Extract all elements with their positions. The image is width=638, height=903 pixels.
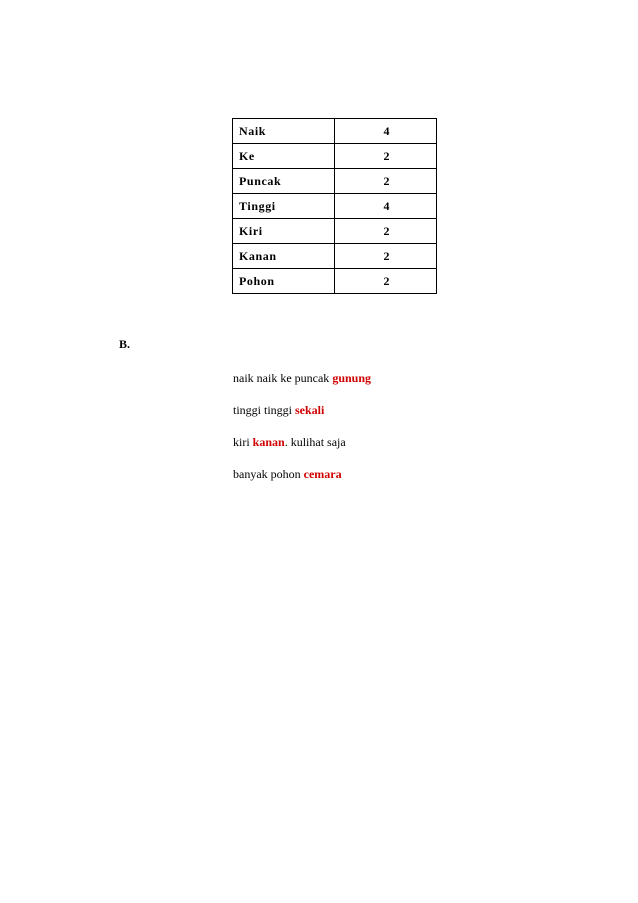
- table-row: [233, 119, 437, 144]
- lyric-line: [233, 370, 371, 402]
- count-cell: 2: [335, 269, 437, 294]
- word-cell: Puncak: [233, 169, 335, 194]
- section-label: B.: [119, 337, 131, 351]
- table-row: [233, 219, 437, 244]
- word-cell: Kanan: [233, 244, 335, 269]
- lyrics-block: [233, 370, 371, 498]
- lyric-line: [233, 466, 371, 498]
- word-cell: Pohon: [233, 269, 335, 294]
- lyric-text: naik naik ke puncak: [233, 371, 333, 385]
- lyric-text: kiri: [233, 435, 253, 449]
- count-cell: 2: [335, 244, 437, 269]
- word-cell: Naik: [233, 119, 335, 144]
- table-row: [233, 169, 437, 194]
- count-cell: 2: [335, 219, 437, 244]
- lyric-line: [233, 434, 371, 466]
- word-cell: Tinggi: [233, 194, 335, 219]
- lyric-highlight: kanan: [252, 435, 285, 449]
- lyric-highlight: gunung: [332, 371, 372, 385]
- lyric-highlight: sekali: [295, 403, 325, 417]
- count-cell: 4: [335, 194, 437, 219]
- count-cell: 2: [335, 169, 437, 194]
- table-row: [233, 269, 437, 294]
- lyric-text: tinggi tinggi: [233, 403, 296, 417]
- lyric-highlight: cemara: [303, 467, 342, 481]
- word-count-table: [232, 118, 437, 294]
- table-row: [233, 194, 437, 219]
- count-cell: 2: [335, 144, 437, 169]
- table-row: [233, 244, 437, 269]
- lyric-text: banyak pohon: [233, 467, 304, 481]
- word-cell: Ke: [233, 144, 335, 169]
- lyric-text-after: . kulihat saja: [284, 435, 346, 449]
- lyric-line: [233, 402, 371, 434]
- count-cell: 4: [335, 119, 437, 144]
- word-cell: Kiri: [233, 219, 335, 244]
- table-row: [233, 144, 437, 169]
